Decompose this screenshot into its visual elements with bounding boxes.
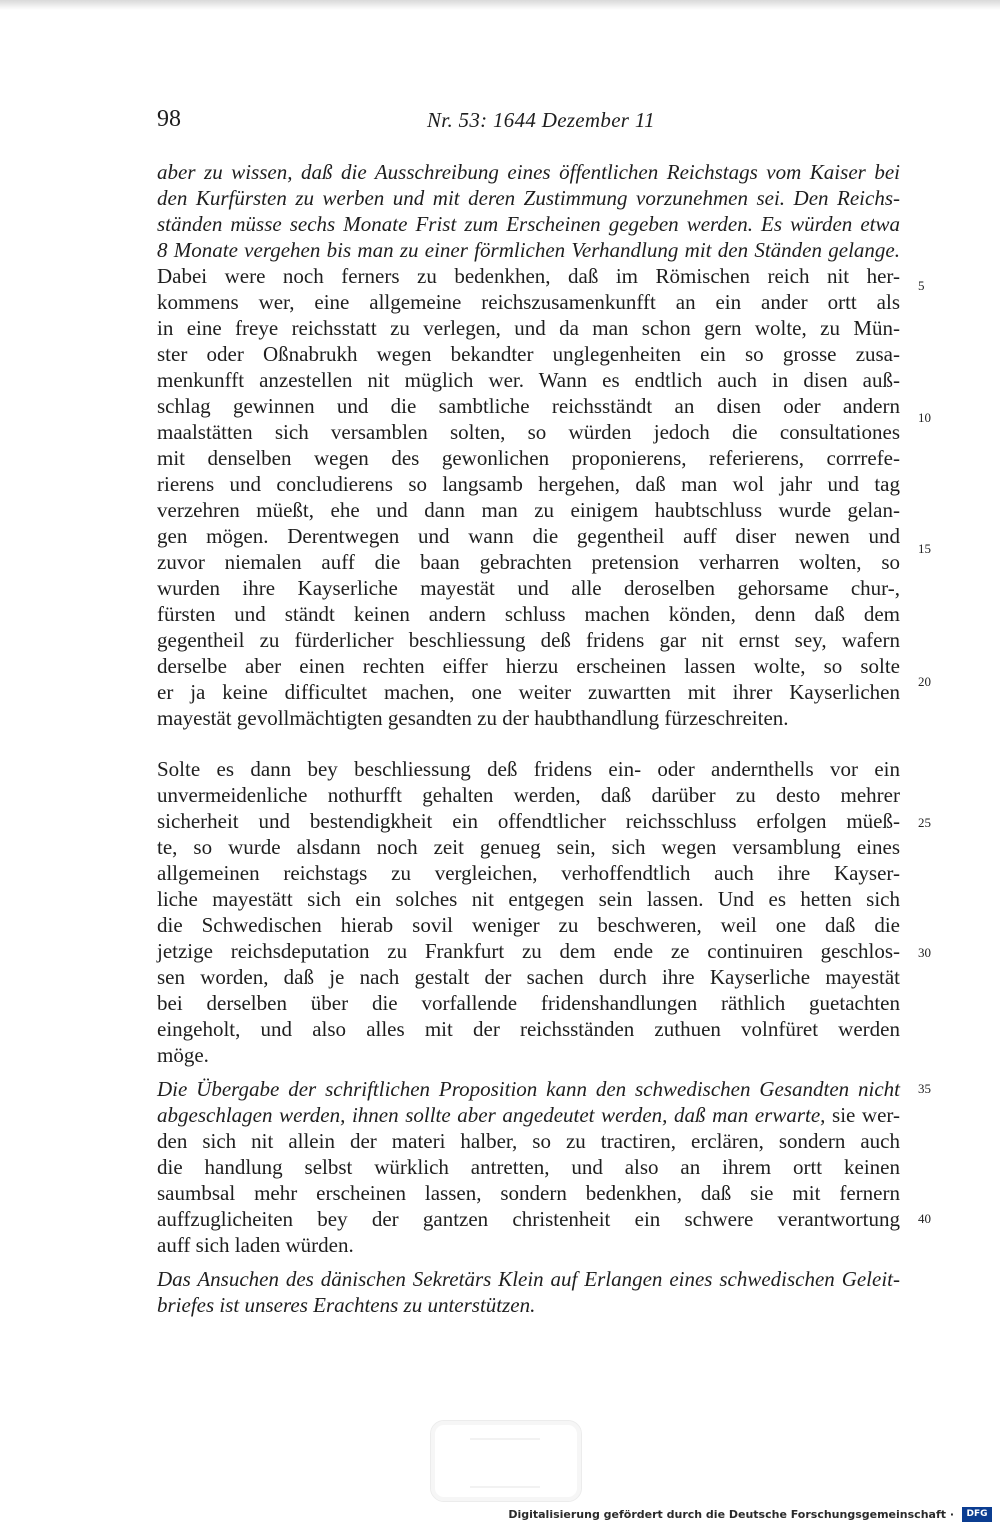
text-line: liche mayestätt sich ein solches nit entgegen sein lassen. Und es hetten sich	[157, 887, 900, 911]
text-line: menkunfft anzestellen nit müglich wer. Wann es endtlich auch in disen auß-	[157, 368, 900, 392]
text-line: briefes ist unseres Erachtens zu unterstützen.	[157, 1293, 536, 1317]
text-line: ständen müsse sechs Monate Frist zum Erscheinen gegeben werden. Es würden etwa	[157, 212, 900, 236]
text-line: bei derselben über die vorfallende fridenshandlungen räthlich guetachten	[157, 991, 900, 1015]
text-line: den sich nit allein der materi halber, so zu tractiren, erclären, sondern auch	[157, 1129, 900, 1153]
text-line: sicherheit und bestendigkheit ein offendtlicher reichsschluss erfolgen müeß-	[157, 809, 900, 833]
scan-edge	[0, 0, 1000, 10]
text-line: te, so wurde alsdann noch zeit genueg sein, sich wegen versamblung eines	[157, 835, 900, 859]
text-line: schlag gewinnen und die sambtliche reichsständt an disen oder andern	[157, 394, 900, 418]
text-line: Das Ansuchen des dänischen Sekretärs Klein auf Erlangen eines schwedischen Geleit-	[157, 1267, 900, 1291]
line-number: 35	[918, 1081, 931, 1096]
text-line: Solte es dann bey beschliessung deß fridens ein- oder andernthells vor ein	[157, 757, 900, 781]
text-line: aber zu wissen, daß die Ausschreibung eines öffentlichen Reichstags vom Kaiser bei	[157, 160, 900, 184]
line-number: 30	[918, 945, 931, 960]
text-line: mit denselben wegen des gewonlichen proponierens, referierens, corrrefe-	[157, 446, 900, 470]
text-line: allgemeinen reichstags zu vergleichen, verhoffendtlich auch ihre Kayser-	[157, 861, 900, 885]
text-line: saumbsal mehr erscheinen lassen, sondern bedenkhen, daß sie mit fernern	[157, 1181, 900, 1205]
text-line: auffzuglicheiten bey der gantzen christenheit ein schwere verantwortung	[157, 1207, 900, 1231]
text-line: eingeholt, und also alles mit der reichsständen zuthuen volnfüret werden	[157, 1017, 900, 1041]
text-line: auff sich laden würden.	[157, 1233, 354, 1257]
text-line: jetzige reichsdeputation zu Frankfurt zu dem ende ze continuiren geschlos-	[157, 939, 900, 963]
dfg-logo: DFG	[962, 1507, 992, 1522]
text-segment: sie wer-	[825, 1103, 900, 1127]
page-number: 98	[157, 106, 181, 132]
text-line: die handlung selbst würklich antretten, und also an ihrem ortt keinen	[157, 1155, 900, 1179]
text-line: in eine freye reichsstatt zu verlegen, und da man schon gern wolte, zu Mün-	[157, 316, 900, 340]
text-line: unvermeidenliche nothurfft gehalten werden, daß darüber zu desto mehrer	[157, 783, 900, 807]
line-number: 25	[918, 815, 931, 830]
library-stamp-inner	[470, 1438, 540, 1488]
text-line: verzehren müeßt, ehe und dann man zu einigem haubtschluss wurde gelan-	[157, 498, 900, 522]
text-line: zuvor niemalen auff die baan gebrachten pretension verharren wolten, so	[157, 550, 900, 574]
text-line: derselbe aber einen rechten eiffer hierzu erscheinen lassen wolte, so solte	[157, 654, 900, 678]
text-line: gegentheil zu fürderlicher beschliessung deß fridens gar nit ernst sey, wafern	[157, 628, 900, 652]
digitization-credit: Digitalisierung gefördert durch die Deutsche Forschungsgemeinschaft ·	[508, 1508, 954, 1521]
text-line: wurden ihre Kayserliche mayestät und alle deroselben gehorsame chur-,	[157, 576, 900, 600]
text-line: die Schwedischen hierab sovil weniger zu beschweren, weil one daß die	[157, 913, 900, 937]
line-number: 10	[918, 410, 931, 425]
text-segment: abgeschlagen werden, ihnen sollte aber angedeutet werden, daß man erwarte,	[157, 1103, 826, 1127]
running-head: Nr. 53: 1644 Dezember 11	[427, 108, 655, 132]
text-line: den Kurfürsten zu werben und mit deren Zustimmung vorzunehmen sei. Den Reichs-	[157, 186, 900, 210]
text-line: er ja keine difficultet machen, one weiter zuwartten mit ihrer Kayserlichen	[157, 680, 900, 704]
text-line	[157, 1102, 900, 1128]
text-line: kommens wer, eine allgemeine reichszusamenkunfft an ein ander ortt als	[157, 290, 900, 314]
line-number: 5	[918, 278, 925, 293]
text-line: gen mögen. Derentwegen und wann die gegentheil auff diser newen und	[157, 524, 900, 548]
line-number: 15	[918, 541, 931, 556]
text-line: 8 Monate vergehen bis man zu einer förmlichen Verhandlung mit den Ständen gelange.	[157, 238, 900, 262]
line-number: 40	[918, 1211, 931, 1226]
line-number: 20	[918, 674, 931, 689]
text-line: fürsten und ständt keinen andern schluss machen könden, denn daß dem	[157, 602, 900, 626]
text-line: Dabei were noch ferners zu bedenkhen, daß im Römischen reich nit her-	[157, 264, 900, 288]
text-line: sen worden, daß je nach gestalt der sachen durch ihre Kayserliche mayestät	[157, 965, 900, 989]
text-line: möge.	[157, 1043, 209, 1067]
text-line: maalstätten sich versamblen solten, so würden jedoch die consultationes	[157, 420, 900, 444]
text-line: ster oder Oßnabrukh wegen bekandter unglegenheiten ein so grosse zusa-	[157, 342, 900, 366]
text-line: rierens und concludierens so langsamb hergehen, daß man wol jahr und tag	[157, 472, 900, 496]
text-line: mayestät gevollmächtigten gesandten zu der haubthandlung fürzeschreiten.	[157, 706, 789, 730]
text-line: Die Übergabe der schriftlichen Proposition kann den schwedischen Gesandten nicht	[157, 1077, 900, 1101]
